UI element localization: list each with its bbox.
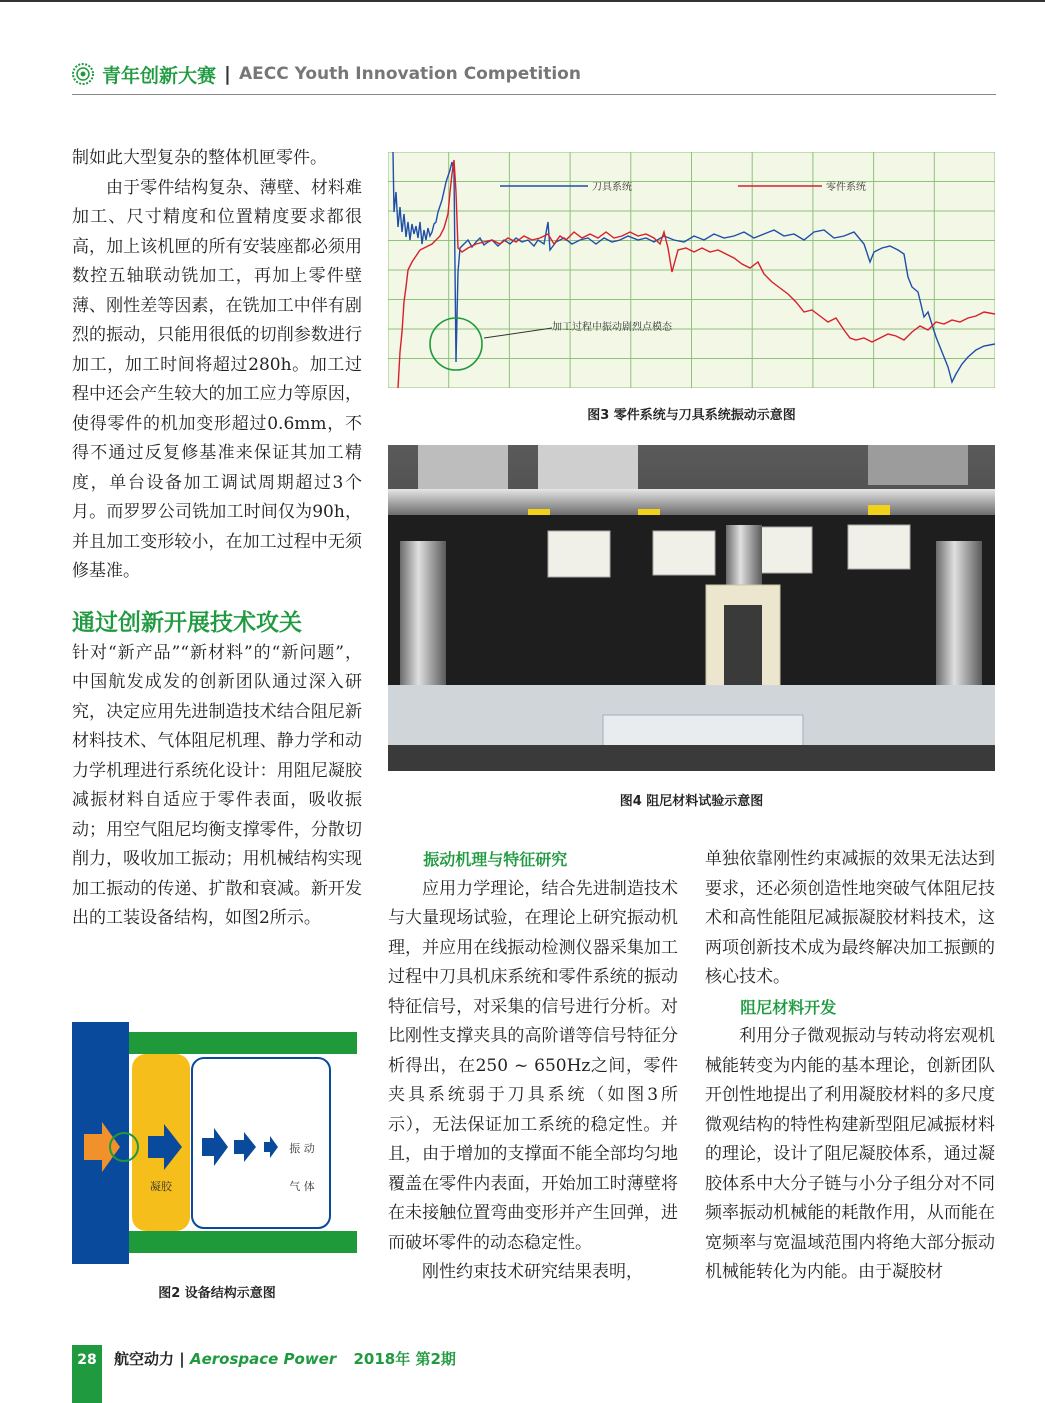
paragraph: 针对“新产品”“新材料”的“新问题”，中国航发成发的创新团队通过深入研究，决定应用先进制造技术结合阻尼新材料技术、气体阻尼机理、静力学和动力学机理进行系统化设计：用阻尼凝胶减振材料自适应于零件表面，吸收振动；用空气阻尼均衡支撑零件，分散切削力，吸收加工振动；用机械结构实现加工振动的传递、扩散和衰减。新开发出的工装设备结构，如图2所示。	[72, 642, 362, 928]
annotation-label: 加工过程中振动剧烈点模态	[552, 322, 672, 333]
paragraph: 利用分子微观振动与转动将宏观机械能转变为内能的基本理论，创新团队开创性地提出了利用凝胶材料的多尺度微观结构的特性构建新型阻尼减振材料的理论，设计了阻尼凝胶体系，通过凝胶体系中大分子链与小分子组分对不同频率振动机械能的耗散作用，从而能在宽频率与宽温域范围内将绝大部分振动机械能转化为内能。由于凝胶材	[705, 1026, 995, 1282]
right-column	[936, 541, 982, 701]
paragraph: 由于零件结构复杂、薄壁、材料难加工、尺寸精度和位置精度要求都很高，加上该机匣的所有安装座都必须用数控五轴联动铣加工，再加上零件壁薄、刚性差等因素，在铣加工中伴有剧烈的振动，只能用很低的切削参数进行加工，加工时间将超过280h。加工过程中还会产生较大的加工应力等原因，使得零件的机加变形超过0.6mm，不得不通过反复修基准来保证其加工精度，单台设备加工调试周期超过3个月。而罗罗公司铣加工时间仅为90h，并且加工变形较小，在加工过程中无须修基准。	[72, 177, 362, 581]
instrument-box	[418, 445, 508, 493]
journal-separator: |	[179, 1350, 185, 1368]
header-rule	[72, 94, 996, 95]
section-title: 通过创新开展技术攻关	[72, 609, 302, 636]
label-vibration: 振 动	[289, 1142, 315, 1155]
journal-issue: 2018年 第2期	[353, 1350, 456, 1368]
instrument-box	[868, 445, 968, 485]
journal-title-cn: 航空动力	[114, 1350, 175, 1368]
power-socket	[653, 531, 715, 575]
top-rule	[0, 0, 1045, 2]
header-separator: |	[224, 63, 231, 85]
tape-mark	[868, 505, 890, 515]
figure-3-caption: 图3 零件系统与刀具系统振动示意图	[587, 408, 796, 423]
paragraph: 制如此大型复杂的整体机匣零件。	[72, 148, 327, 168]
subsection-title: 阻尼材料开发	[740, 997, 837, 1017]
power-socket	[548, 531, 610, 577]
footer-journal	[114, 1348, 456, 1369]
column-right	[705, 845, 995, 1288]
subsection-title: 振动机理与特征研究	[423, 850, 568, 869]
figure-2-caption: 图2 设备结构示意图	[158, 1286, 276, 1301]
journal-title-en: Aerospace Power	[189, 1350, 337, 1368]
fixture-window	[724, 605, 762, 685]
header-title-en: AECC Youth Innovation Competition	[238, 64, 581, 84]
figure-3-vibration-plot	[388, 152, 995, 388]
legend-tool-label: 刀具系统	[592, 182, 632, 193]
top-rail	[388, 489, 995, 515]
column-left	[72, 144, 362, 934]
label-gas: 气 体	[289, 1180, 315, 1193]
instrument-box	[538, 445, 638, 493]
bottom-green-bar	[129, 1231, 357, 1253]
figure-4-caption: 图4 阻尼材料试验示意图	[619, 794, 764, 809]
page-number: 28	[77, 1352, 97, 1368]
legend-part-label: 零件系统	[826, 182, 866, 193]
left-column	[400, 541, 446, 701]
paragraph: 刚性约束技术研究结果表明，	[422, 1262, 643, 1282]
figure-2-diagram	[72, 1022, 362, 1270]
running-header	[72, 60, 581, 88]
competition-logo-icon	[72, 63, 94, 85]
power-socket	[848, 525, 910, 569]
column-middle	[388, 845, 678, 1288]
figure-4-photo	[388, 445, 995, 771]
paragraph: 应用力学理论，结合先进制造技术与大量现场试验，在理论上研究振动机理，并应用在线振动检测仪器采集加工过程中刀具机床系统和零件系统的振动特征信号，对采集的信号进行分析。对比刚性支撑夹具的高阶谱等信号特征分析得出，在250 ~ 650Hz之间，零件夹具系统弱于刀具系统（如图3所示），无法保证加工系统的稳定性。并且，由于增加的支撑面不能全部均匀地覆盖在零件内表面，开始加工时薄壁将在未接触位置弯曲变形并产生回弹，进而破坏零件的动态稳定性。	[388, 878, 678, 1253]
top-green-bar	[129, 1032, 357, 1054]
floor	[388, 745, 995, 771]
label-gel: 凝胶	[150, 1180, 172, 1193]
header-title-cn: 青年创新大赛	[102, 64, 217, 87]
paragraph: 单独依靠刚性约束减振的效果无法达到要求，还必须创造性地突破气体阻尼技术和高性能阻尼减振凝胶材料技术，这两项创新技术成为最终解决加工振颤的核心技术。	[705, 849, 995, 987]
